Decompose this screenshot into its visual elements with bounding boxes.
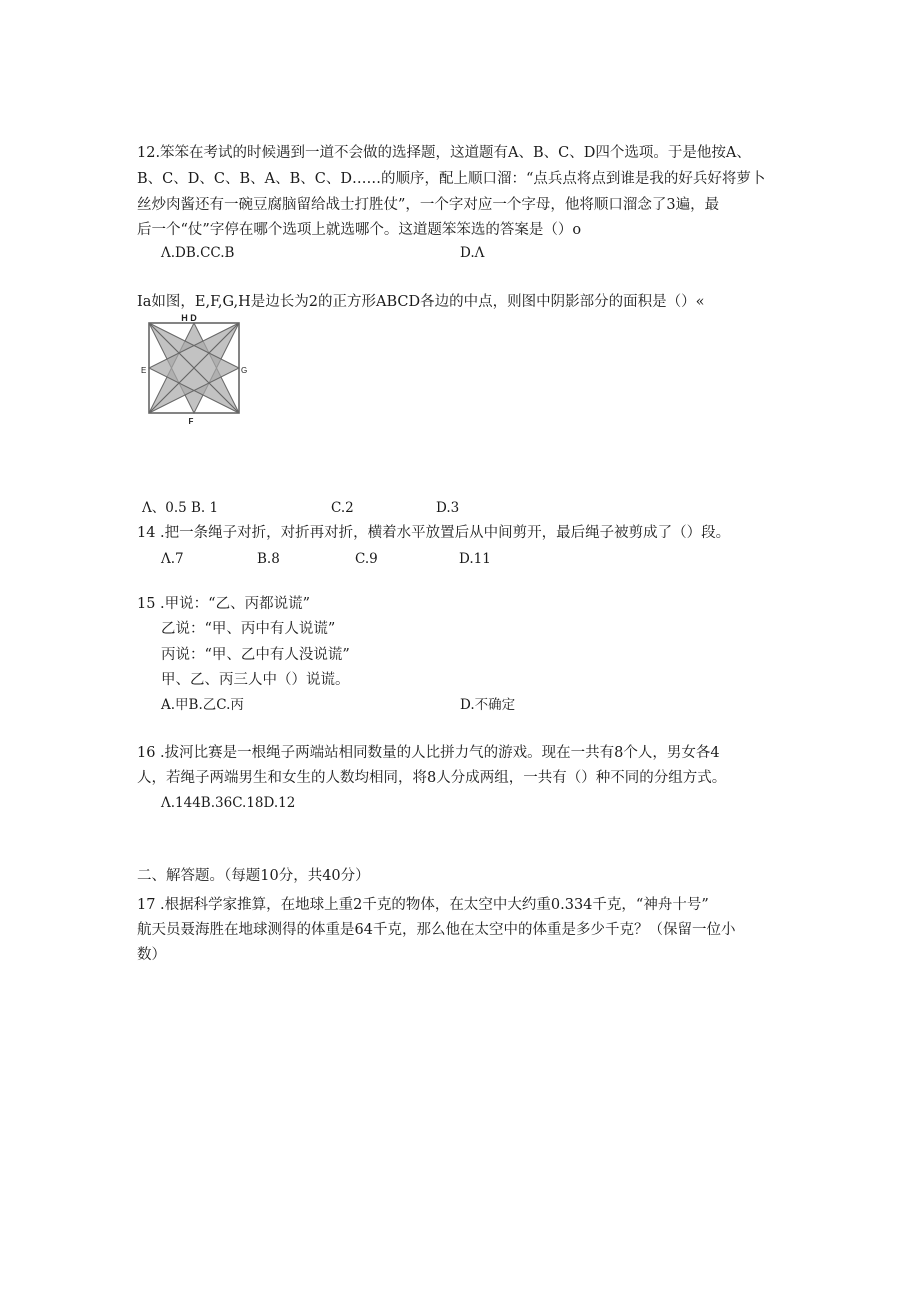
q12-option-d: D.Λ bbox=[460, 245, 485, 261]
q12-line-1: 12.笨笨在考试的时候遇到一道不会做的选择题，这道题有A、B、C、D四个选项。于是他按A、 bbox=[137, 145, 751, 161]
figure-label-hd: H D bbox=[181, 313, 197, 323]
q15-line-1: 15 .甲说：“乙、丙都说谎” bbox=[137, 596, 310, 612]
figure-label-g: G bbox=[241, 366, 248, 375]
q15-option-d: D.不确定 bbox=[460, 697, 516, 713]
q13-option-d: D.3 bbox=[436, 500, 460, 516]
q17-line-1: 17 .根据科学家推算，在地球上重2千克的物体，在太空中大约重0.334千克，“神舟十号” bbox=[137, 897, 709, 913]
q13-text: Ia如图，E,F,G,H是边长为2的正方形ABCD各边的中点，则图中阴影部分的面积是（）« bbox=[137, 294, 705, 310]
q16-options: Λ.144B.36C.18D.12 bbox=[161, 795, 296, 811]
q16-line-1: 16 .拔河比赛是一根绳子两端站相同数量的人比拼力气的游戏。现在一共有8个人，男女各4 bbox=[137, 745, 720, 761]
shaded-region bbox=[149, 323, 239, 413]
q12-line-2: B、C、D、C、B、A、B、C、D……的顺序，配上顺口溜：“点兵点将点到谁是我的好兵好将萝卜 bbox=[137, 171, 766, 187]
q15-line-4: 甲、乙、丙三人中（）说谎。 bbox=[161, 672, 350, 688]
q14-text: 14 .把一条绳子对折，对折再对折，横着水平放置后从中间剪开，最后绳子被剪成了（）段。 bbox=[137, 525, 731, 541]
q14-option-b: B.8 bbox=[257, 551, 280, 567]
q14-option-d: D.11 bbox=[459, 551, 491, 567]
shaded-star-square-figure bbox=[140, 311, 250, 427]
q14-option-c: C.9 bbox=[355, 551, 378, 567]
section-2-heading: 二、解答题。（每题10分，共40分） bbox=[137, 868, 370, 884]
q15-line-2: 乙说：“甲、丙中有人说谎” bbox=[161, 621, 336, 637]
q12-options-abc: Λ.DB.CC.B bbox=[161, 245, 235, 261]
q17-line-2: 航天员聂海胜在地球测得的体重是64千克，那么他在太空中的体重是多少千克？（保留一位小 bbox=[137, 922, 736, 938]
q16-line-2: 人，若绳子两端男生和女生的人数均相同，将8人分成两组，一共有（）种不同的分组方式。 bbox=[137, 770, 727, 786]
q12-line-3: 丝炒肉酱还有一碗豆腐脑留给战士打胜仗”，一个字对应一个字母，他将顺口溜念了3遍，最 bbox=[137, 197, 720, 213]
figure-label-e: E bbox=[141, 366, 147, 375]
q12-line-4: 后一个“仗”字停在哪个选项上就选哪个。这道题笨笨选的答案是（）o bbox=[137, 222, 582, 238]
q13-option-c: C.2 bbox=[331, 500, 354, 516]
figure-label-f: F bbox=[188, 417, 194, 426]
q15-options-abc: A.甲B.乙C.丙 bbox=[161, 697, 244, 713]
q14-option-a: Λ.7 bbox=[161, 551, 184, 567]
q15-line-3: 丙说：“甲、乙中有人没说谎” bbox=[161, 647, 350, 663]
q13-options-ab: Λ、0.5 B. 1 bbox=[142, 500, 219, 516]
q17-line-3: 数） bbox=[137, 947, 166, 963]
